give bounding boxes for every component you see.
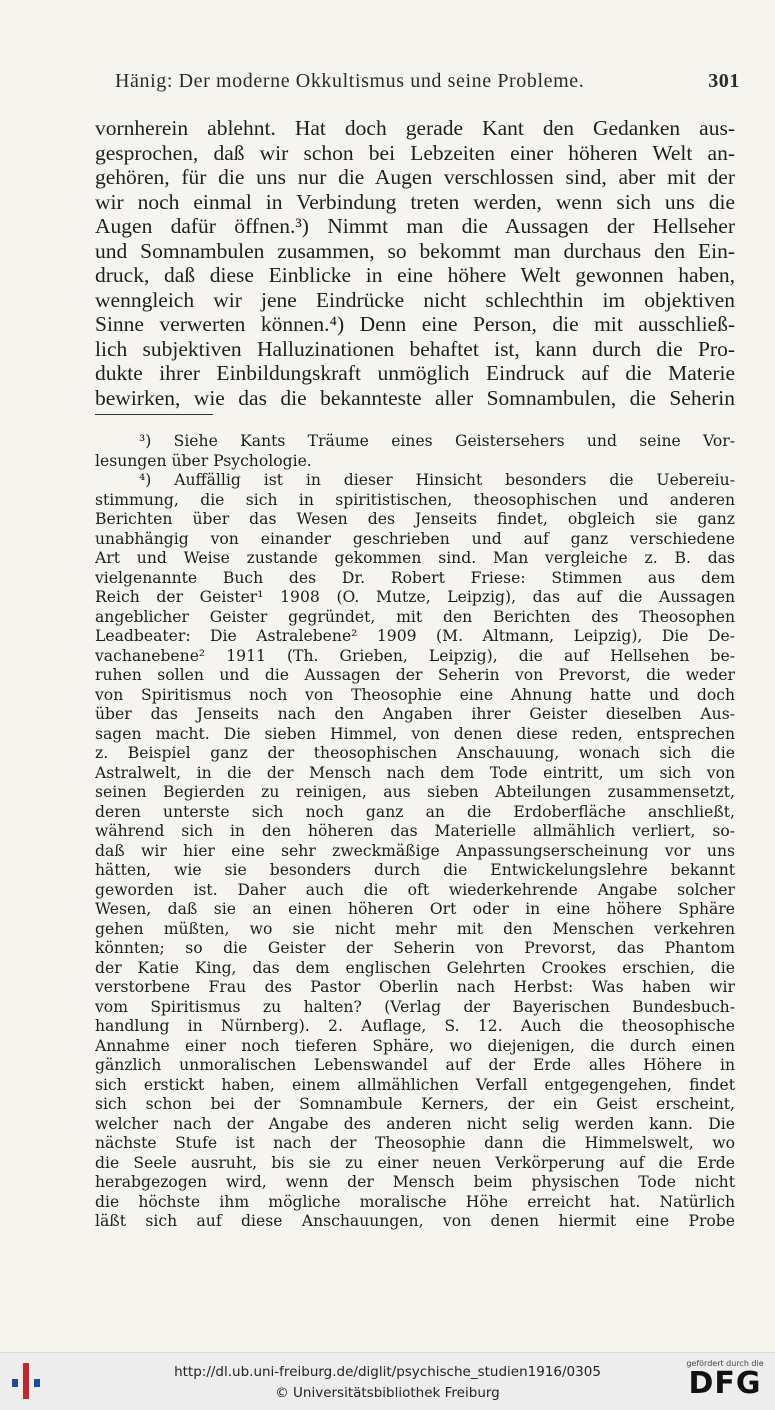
dfg-logo [685, 1359, 765, 1405]
footnote-line: handlung in Nürnberg). 2. Auflage, S. 12. Auch die theosophische [95, 1017, 735, 1035]
footnote-line: angeblicher Geister gegründet, mit den Berichten des Theosophen [95, 607, 735, 626]
footnote-separator [95, 414, 213, 415]
footnote-line: könnten; so die Geister der Seherin von Prevorst, das Phantom [95, 939, 735, 957]
footnote-line: Astralwelt, in die der Mensch nach dem Tode eintritt, um sich von [95, 763, 735, 782]
footnote-line: die höchste ihm mögliche moralische Höhe erreicht hat. Natürlich [95, 1192, 735, 1211]
footnote-line: läßt sich auf diese Anschauungen, von denen hiermit eine Probe [95, 1212, 735, 1230]
footnote-line: während sich in den höheren das Materielle allmählich verliert, so- [95, 822, 735, 840]
source-url-link[interactable]: http://dl.ub.uni-freiburg.de/diglit/psychische_studien1916/0305 [174, 1364, 601, 1380]
text-line: druck, daß diese Einblicke in eine höhere Welt gewonnen haben, [95, 263, 735, 287]
text-line: gesprochen, daß wir schon bei Lebzeiten einer höheren Welt an- [95, 140, 735, 165]
text-line: bewirken, wie das die bekannteste aller Somnambulen, die Seherin [95, 385, 735, 410]
footnote-line: von Spiritismus noch von Theosophie eine Ahnung hatte und doch [95, 685, 735, 704]
footnote-line: geworden ist. Daher auch die oft wiederkehrende Angabe solcher [95, 880, 735, 899]
footnote-line: z. Beispiel ganz der theosophischen Anschauung, wonach sich die [95, 744, 735, 762]
dfg-logo-text: DFG [688, 1366, 762, 1401]
footnote-line: Reich der Geister¹ 1908 (O. Mutze, Leipzig), das auf die Aussagen [95, 588, 735, 606]
copyright-text: © Universitätsbibliothek Freiburg [275, 1385, 500, 1401]
footnote-line: Wesen, daß sie an einen höheren Ort oder in eine höhere Sphäre [95, 900, 735, 918]
footnote-line: ⁴) Auffällig ist in dieser Hinsicht besonders die Uebereiu- [139, 471, 735, 489]
viewer-footer [0, 1352, 775, 1410]
footnotes [95, 432, 735, 1232]
footnote-line: Berichten über das Wesen des Jenseits findet, obgleich sie ganz [95, 510, 735, 528]
text-line: dukte ihrer Einbildungskraft unmöglich Eindruck auf die Materie [95, 361, 735, 385]
footnote-line: Annahme einer noch tieferen Sphäre, wo diejenigen, die durch einen [95, 1036, 735, 1055]
footnote-line: nächste Stufe ist nach der Theosophie dann die Himmelswelt, wo [95, 1134, 735, 1152]
footnote-line: hätten, wie sie besonders durch die Entwickelungslehre bekannt [95, 861, 735, 879]
footnote-line: lesungen über Psychologie. [95, 451, 312, 470]
footnote-line: stimmung, die sich in spiritistischen, theosophischen und anderen [95, 490, 735, 509]
footnote-line: welcher nach der Angabe des anderen nicht selig werden kann. Die [95, 1114, 735, 1133]
footnote-line: über das Jenseits nach den Angaben ihrer Geister dieselben Aus- [95, 705, 735, 723]
footnote-line: verstorbene Frau des Pastor Oberlin nach Herbst: Was haben wir [95, 978, 735, 996]
dfg-caption: gefördert durch die [686, 1359, 764, 1368]
text-line: wir noch einmal in Verbindung treten werden, wenn sich uns die [95, 189, 735, 214]
running-header [95, 70, 740, 100]
text-line: und Somnambulen zusammen, so bekommt man durchaus den Ein- [95, 238, 735, 263]
footnote-line: der Katie King, das dem englischen Gelehrten Crookes erschien, die [95, 958, 735, 977]
footnote-line: ruhen sollen und die Aussagen der Seherin von Prevorst, die weder [95, 666, 735, 684]
footnote-line: sich schon bei der Somnambule Kerners, der ein Geist erscheint, [95, 1095, 735, 1113]
footnote-line: gänzlich unmoralischen Lebenswandel auf der Erde alles Höhere in [95, 1056, 735, 1074]
footnote-line: Leadbeater: Die Astralebene² 1909 (M. Altmann, Leipzig), Die De- [95, 627, 735, 645]
footnote-line: vachanebene² 1911 (Th. Grieben, Leipzig), die auf Hellsehen be- [95, 646, 735, 665]
footnote-line: seinen Begierden zu reinigen, aus sieben Abteilungen zusammensetzt, [95, 783, 735, 801]
footnote-line: unabhängig von einander geschrieben und auf ganz verschiedene [95, 529, 735, 548]
footnote-line: die Seele ausruht, bis sie zu einer neuen Verkörperung auf die Erde [95, 1153, 735, 1172]
text-line: wenngleich wir jene Eindrücke nicht schlechthin im objektiven [95, 287, 735, 312]
footnote-line: vielgenannte Buch des Dr. Robert Friese: Stimmen aus dem [95, 568, 735, 587]
text-line: Sinne verwerten können.⁴) Denn eine Person, die mit ausschließ- [95, 312, 735, 336]
page-number: 301 [708, 70, 740, 92]
running-title: Hänig: Der moderne Okkultismus und seine Probleme. [115, 70, 585, 92]
main-text [95, 116, 735, 410]
footnote-line: sagen macht. Die sieben Himmel, von denen diese reden, entsprechen [95, 724, 735, 743]
footnote-line: ³) Siehe Kants Träume eines Geistersehers und seine Vor- [139, 432, 735, 450]
footnote-line: herabgezogen wird, wenn der Mensch beim physischen Tode nicht [95, 1173, 735, 1191]
text-line: lich subjektiven Halluzinationen behaftet ist, kann durch die Pro- [95, 336, 735, 361]
text-line: gehören, für die uns nur die Augen verschlossen sind, aber mit der [95, 165, 735, 189]
footnote-line: daß wir hier eine sehr zweckmäßige Anpassungserscheinung vor uns [95, 841, 735, 860]
footnote-line: sich erstickt haben, einem allmählichen Verfall entgegengehen, findet [95, 1075, 735, 1094]
text-line: Augen dafür öffnen.³) Nimmt man die Aussagen der Hellseher [95, 214, 735, 238]
footnote-line: vom Spiritismus zu halten? (Verlag der Bayerischen Bundesbuch- [95, 997, 735, 1016]
footnote-line: gehen müßten, wo sie nicht mehr mit den Menschen verkehren [95, 919, 735, 938]
text-line: vornherein ablehnt. Hat doch gerade Kant den Gedanken aus- [95, 116, 735, 140]
footnote-line: Art und Weise zustande gekommen sind. Man vergleiche z. B. das [95, 549, 735, 567]
footnote-line: deren unterste sich noch ganz an die Erdoberfläche anschließt, [95, 802, 735, 821]
